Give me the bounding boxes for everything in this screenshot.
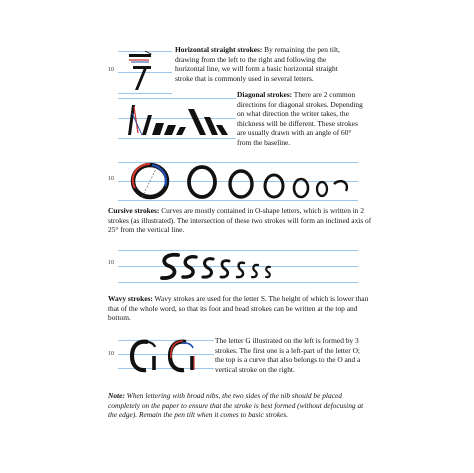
- note-label: Note:: [108, 391, 125, 400]
- section-heading: Diagonal strokes:: [237, 90, 293, 99]
- note-paragraph: [108, 391, 372, 420]
- section-heading: Wavy strokes:: [108, 294, 153, 303]
- letter-g-illustration: [124, 336, 214, 376]
- section-text: By remaining the pen tilt, drawing from the left to the right and following the horizontal line, we will form a basic horizontal straight stroke that is commonly used in several letters.: [175, 45, 340, 83]
- cursive-o-illustration: [128, 160, 378, 202]
- section-heading: Horizontal straight strokes:: [175, 45, 263, 54]
- horizontal-strokes-paragraph: [175, 45, 355, 83]
- x-height-number: 10: [108, 260, 114, 266]
- section-text: The letter G illustrated on the left is formed by 3 strokes. The first one is a left-part of the letter O; the top is a curve that also belongs to the O and a vertical stroke on the right.: [215, 336, 361, 374]
- section-heading: Cursive strokes:: [108, 206, 160, 215]
- diagonal-strokes-illustration: [118, 97, 238, 142]
- section-text: There are 2 common directions for diagonal strokes. Depending on what direction the writer takes, the thickness will be different. These strokes are usually drawn with an angle of 60° from the baseline.: [237, 90, 363, 147]
- wavy-strokes-paragraph: [108, 294, 372, 323]
- note-text: When lettering with broad nibs, the two sides of the nib should be placed completely on the paper to ensure that the stroke is best formed (without defocusing at the edge). Remain the pen tilt when it comes to basic strokes.: [108, 391, 364, 420]
- cursive-strokes-paragraph: [108, 206, 372, 235]
- section-text: Wavy strokes are used for the letter S. The height of which is lower than that of the whole word, so that its foot and head strokes can be written at the top and bottom.: [108, 294, 369, 323]
- x-height-number: 10: [108, 351, 114, 357]
- x-height-number: 10: [108, 67, 114, 73]
- x-height-number: 10: [108, 176, 114, 182]
- letter-g-paragraph: [215, 336, 363, 374]
- section-text: Curves are mostly contained in O-shape letters, which is written in 2 strokes (as illustrated). The intersection of these two strokes will form an inclined axis of 25° from the vertical line.: [108, 206, 372, 235]
- wavy-s-illustration: [158, 249, 298, 285]
- diagonal-strokes-paragraph: [237, 90, 365, 148]
